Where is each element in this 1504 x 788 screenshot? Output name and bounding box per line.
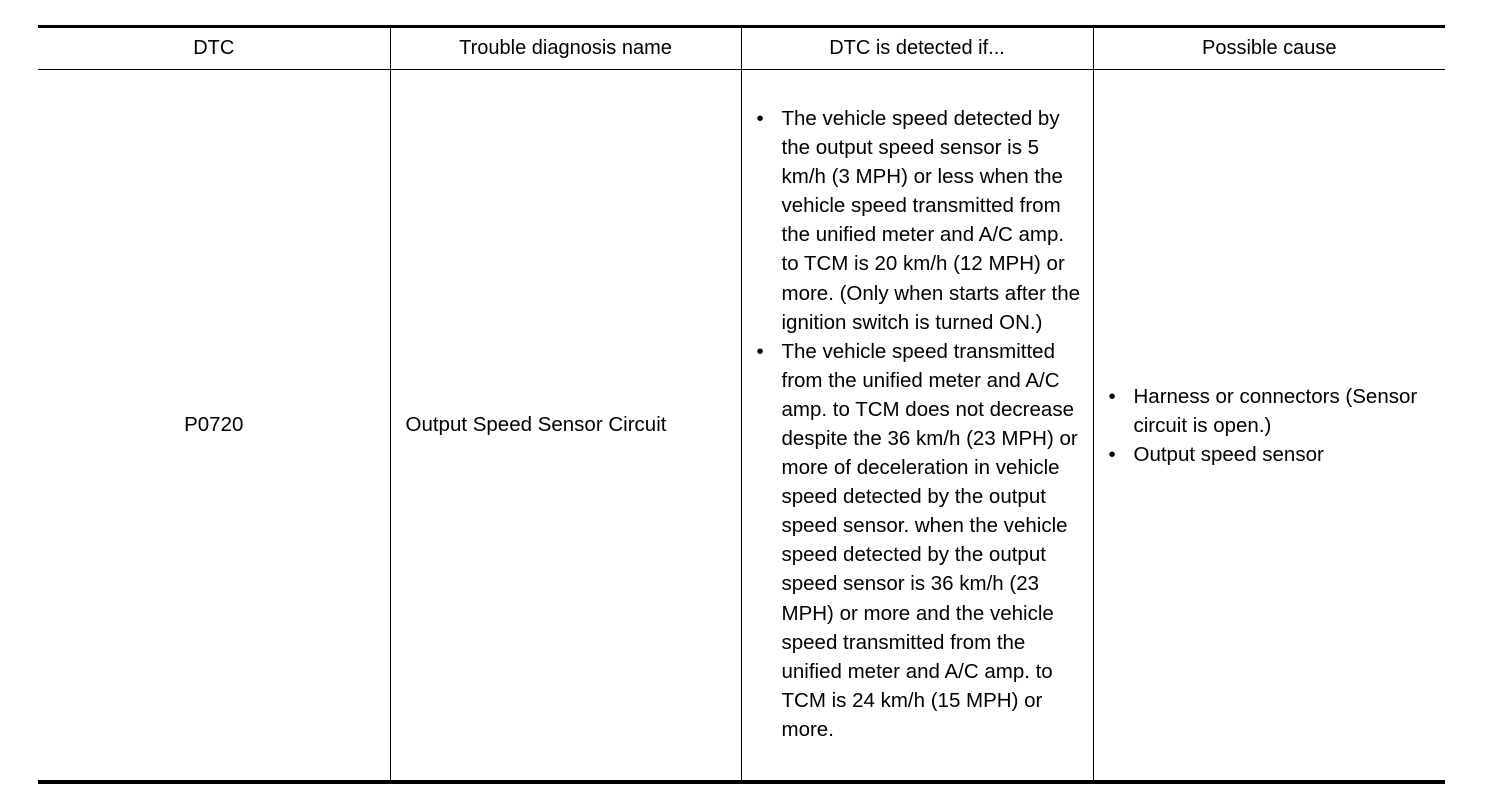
detection-conditions <box>741 70 1093 783</box>
cause-list <box>1109 382 1436 469</box>
header-dtc: DTC <box>38 27 390 70</box>
condition-list <box>757 104 1083 744</box>
table-row <box>38 70 1445 783</box>
condition-item: • The vehicle speed transmitted from the unified meter and A/C amp. to TCM does not decrease despite the 36 km/h (23 MPH) or more of deceleration in vehicle speed detected by the output speed sensor. when the vehicle speed detected by the output speed sensor is 36 km/h (23 MPH) or more and the vehicle speed transmitted from the unified meter and A/C amp. to TCM is 24 km/h (15 MPH) or more. <box>757 337 1083 744</box>
cause-item: • Output speed sensor <box>1109 440 1436 469</box>
dtc-code: P0720 <box>184 413 244 436</box>
condition-item: • The vehicle speed detected by the output speed sensor is 5 km/h (3 MPH) or less when the vehicle speed transmitted from the unified meter and A/C amp. to TCM is 20 km/h (12 MPH) or more. (Only when starts after the ignition switch is turned ON.) <box>757 104 1083 337</box>
header-row <box>38 27 1445 70</box>
trouble-diagnosis-name: Output Speed Sensor Circuit <box>390 70 741 783</box>
possible-causes <box>1093 70 1445 783</box>
cause-item: • Harness or connectors (Sensor circuit is open.) <box>1109 382 1436 440</box>
dtc-table <box>38 25 1445 784</box>
header-possible-cause: Possible cause <box>1093 27 1445 70</box>
header-trouble-diagnosis-name: Trouble diagnosis name <box>390 27 741 70</box>
header-detection-condition: DTC is detected if... <box>741 27 1093 70</box>
